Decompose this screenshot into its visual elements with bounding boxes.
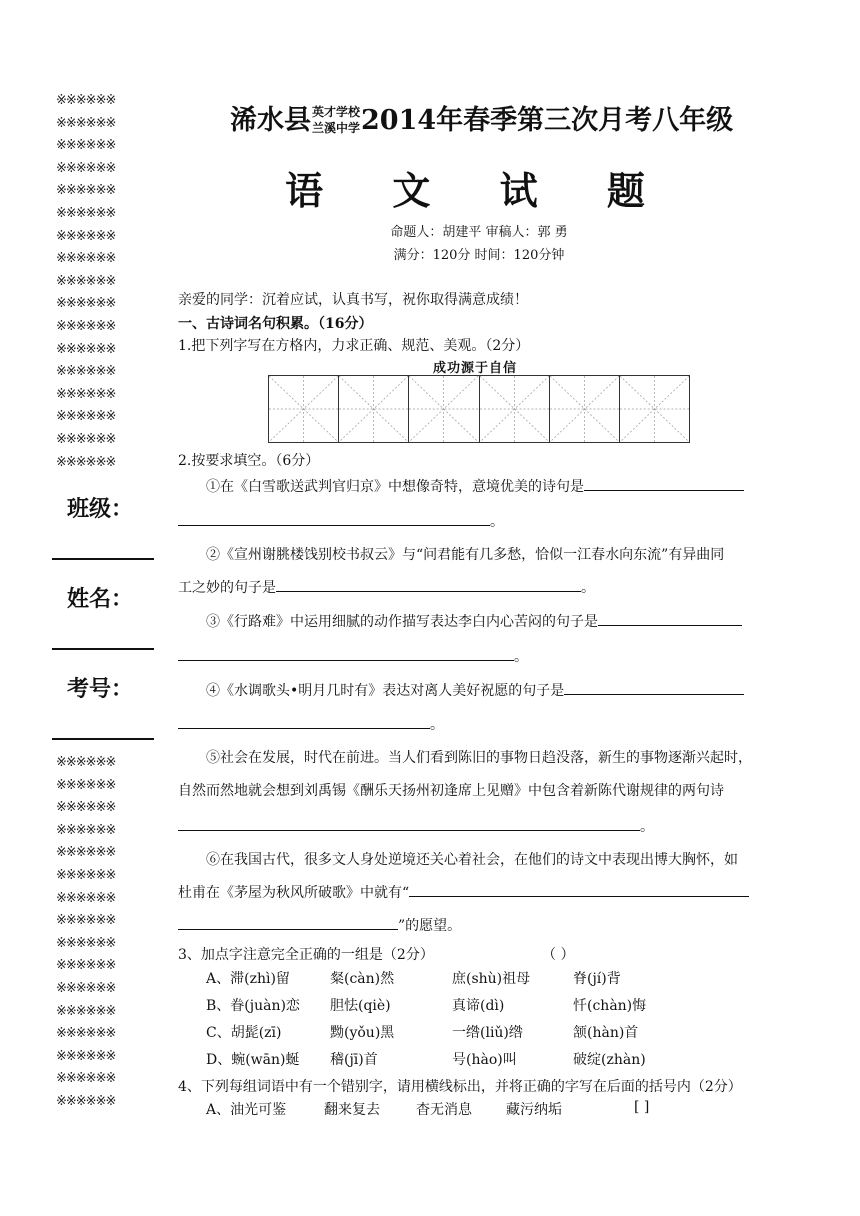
star-row: ※※※※※※ [56,341,116,357]
answer-blank[interactable] [564,680,744,695]
q2-item-1 [206,476,744,496]
q2-item-2-cont-text: 工之妙的句子是 [178,580,276,596]
q2-item-3-text: ③《行路难》中运用细腻的动作描写表达李白内心苦闷的句子是 [206,614,598,630]
q3-option-a-4: 脊(jí)背 [573,971,621,987]
answer-blank[interactable] [178,511,490,526]
school-bottom: 兰溪中学 [312,120,361,135]
q4-text: 4、下列每组词语中有一个错别字，请用横线标出，并将正确的字写在后面的括号内（2分） [178,1079,742,1095]
q3-option-b-4: 忏(chàn)悔 [573,998,647,1014]
q3-option-b-2: 胆怯(qiè) [330,998,391,1014]
exam-header [230,98,733,138]
period: 。 [430,717,444,733]
grid-cell[interactable] [550,376,620,442]
q2-item-3-cont [178,646,528,666]
q4-word-1: A、油光可鉴 [206,1102,287,1118]
star-row: ※※※※※※ [56,867,116,883]
answer-blank[interactable] [584,476,744,491]
q3-option-b-1: B、眷(juàn)恋 [206,998,300,1014]
q3-option-d-2: 稽(jī)首 [330,1052,378,1068]
star-row: ※※※※※※ [56,935,116,951]
period: 。 [581,580,595,596]
answer-blank[interactable] [598,611,742,626]
q3-option-c-3: 一绺(liǔ)绺 [452,1025,523,1041]
star-row: ※※※※※※ [56,913,116,929]
number-label: 考号： [67,677,134,702]
q2-item-1-text: ①在《白雪歌送武判官归京》中想像奇特，意境优美的诗句是 [206,479,584,495]
q3-option-a-2: 粲(càn)然 [330,971,395,987]
q2-item-1-cont [178,511,504,531]
q3-answer-paren[interactable]: （ ） [542,947,575,963]
subject-title: 语 文 试 题 [285,168,673,213]
q2-item-5-line2: 自然而然地就会想到刘禹锡《酬乐天扬州初逢席上见赠》中包含着新陈代谢规律的两句诗 [178,783,724,799]
q2-item-4 [206,680,744,700]
q2-item-4-cont [178,714,444,734]
school-names [312,104,360,136]
q3-option-d-4: 破绽(zhàn) [573,1052,646,1068]
score-time-line: 满分：120分 时间：120分钟 [393,248,565,263]
q4-word-4: 藏污纳垢 [506,1102,562,1118]
star-row: ※※※※※※ [56,1071,116,1087]
q4-answer-bracket[interactable]: [ ] [634,1099,650,1115]
section1-heading: 一、古诗词名句积累。（16分） [178,316,373,332]
star-row: ※※※※※※ [56,822,116,838]
star-row: ※※※※※※ [56,755,116,770]
q3-option-b-3: 真谛(dì) [452,998,505,1014]
star-row: ※※※※※※ [56,431,116,447]
star-row: ※※※※※※ [56,1093,116,1109]
q3-option-c-1: C、胡髭(zī) [206,1025,282,1041]
answer-blank[interactable] [409,882,749,897]
class-label: 班级： [67,497,134,522]
q2-item-6-line2-text: 杜甫在《茅屋为秋风所破歌》中就有“ [178,885,410,901]
name-label: 姓名： [67,587,134,612]
star-row: ※※※※※※ [56,160,116,176]
star-row: ※※※※※※ [56,318,116,334]
grid-cell[interactable] [339,376,409,442]
star-row: ※※※※※※ [56,386,116,402]
answer-blank[interactable] [178,646,514,661]
star-row: ※※※※※※ [56,364,116,380]
star-row: ※※※※※※ [56,1048,116,1064]
answer-blank[interactable] [178,714,430,729]
q2-item-5: ⑤社会在发展，时代在前进。当人们看到陈旧的事物日趋没落，新生的事物逐渐兴起时， [206,750,752,766]
q2-item-2-cont [178,577,595,597]
grid-cell[interactable] [480,376,550,442]
star-row: ※※※※※※ [56,845,116,861]
q2-text: 2.按要求填空。（6分） [178,453,320,469]
sidebar-stars-bottom [56,752,156,1114]
star-row: ※※※※※※ [56,454,116,470]
q3-text [178,944,434,964]
q3-option-c-4: 颔(hàn)首 [573,1025,639,1041]
answer-blank[interactable] [178,816,640,831]
intro-text: 亲爱的同学：沉着应试，认真书写，祝你取得满意成绩！ [178,292,528,308]
q4-word-3: 杳无消息 [416,1102,472,1118]
star-row: ※※※※※※ [56,800,116,816]
q2-item-6-cont [178,915,461,935]
star-row: ※※※※※※ [56,980,116,996]
grid-cell[interactable] [269,376,339,442]
number-line [52,738,154,740]
q2-item-6-line2 [178,882,749,902]
grid-cell[interactable] [409,376,479,442]
period: 。 [640,819,654,835]
star-row: ※※※※※※ [56,1026,116,1042]
star-row: ※※※※※※ [56,1003,116,1019]
q3-option-a-1: A、滞(zhì)留 [206,971,290,987]
q1-phrase: 成功源于自信 [433,361,518,376]
star-row: ※※※※※※ [56,890,116,906]
star-row: ※※※※※※ [56,409,116,425]
q2-item-5-cont [178,816,654,836]
answer-blank[interactable] [276,577,581,592]
star-row: ※※※※※※ [56,958,116,974]
period: 。 [490,514,504,530]
name-line [52,648,154,650]
q1-text: 1.把下列字写在方格内，力求正确、规范、美观。（2分） [178,338,530,354]
star-row: ※※※※※※ [56,296,116,312]
class-line [52,558,154,560]
q2-item-3 [206,611,742,631]
writing-grid[interactable] [268,375,690,443]
q3-option-d-1: D、蜿(wān)蜒 [206,1052,300,1068]
q3-question: 3、加点字注意完全正确的一组是（2分） [178,947,434,963]
q2-item-6: ⑥在我国古代，很多文人身处逆境还关心着社会，在他们的诗文中表现出博大胸怀，如 [206,852,738,868]
county-name: 浠水县 [230,105,311,136]
q3-option-a-3: 庶(shù)祖母 [452,971,531,987]
star-row: ※※※※※※ [56,205,116,221]
q3-option-d-3: 号(hào)叫 [452,1052,517,1068]
answer-blank[interactable] [178,915,398,930]
grid-cell[interactable] [620,376,689,442]
school-top: 英才学校 [312,104,361,119]
star-row: ※※※※※※ [56,777,116,793]
star-row: ※※※※※※ [56,228,116,244]
star-row: ※※※※※※ [56,93,116,108]
q3-option-c-2: 黝(yǒu)黑 [330,1025,395,1041]
sidebar-stars-top [56,90,156,474]
q4-word-2: 翻来复去 [324,1102,380,1118]
star-row: ※※※※※※ [56,251,116,267]
q2-item-4-text: ④《水调歌头•明月几时有》表达对离人美好祝愿的句子是 [206,683,565,699]
q2-item-6-end: ”的愿望。 [398,918,462,934]
q2-item-2: ②《宣州谢脁楼饯别校书叔云》与“问君能有几多愁，恰似一江春水向东流”有异曲同 [206,547,725,563]
period: 。 [514,649,528,665]
star-row: ※※※※※※ [56,183,116,199]
star-row: ※※※※※※ [56,138,116,154]
exam-title: 2014年春季第三次月考八年级 [361,105,734,136]
authors-line: 命题人：胡建平 审稿人：郭 勇 [390,225,568,240]
star-row: ※※※※※※ [56,115,116,131]
star-row: ※※※※※※ [56,273,116,289]
